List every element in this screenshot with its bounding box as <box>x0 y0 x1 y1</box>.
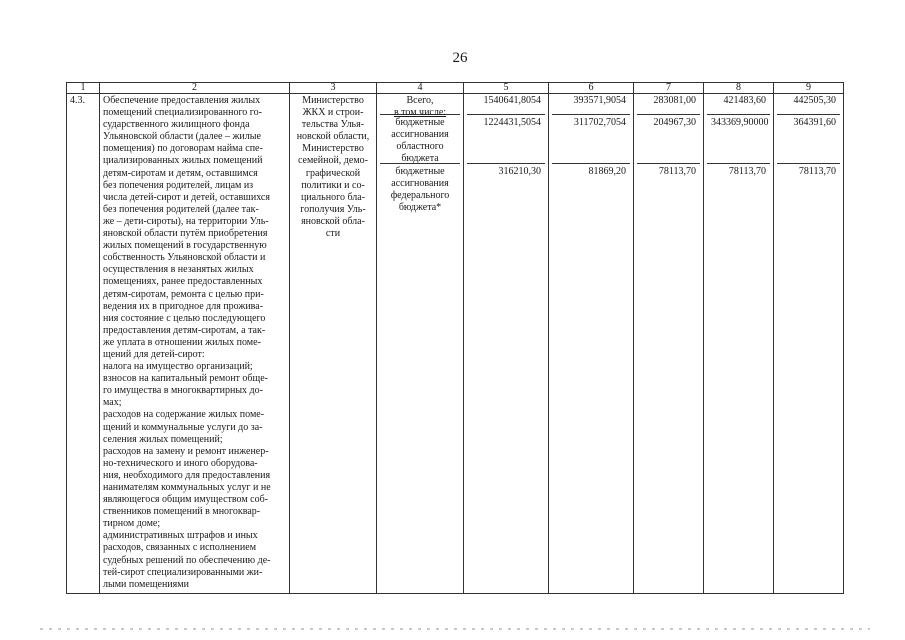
amount-regional: 204967,30 <box>637 115 700 164</box>
executor-cell <box>290 94 377 594</box>
text-line: новской области, <box>296 131 370 143</box>
text-line: судебных решений по обеспечению де- <box>103 554 271 566</box>
column-number-row <box>67 83 844 94</box>
text-line: яновской области путём приобретения <box>103 228 268 240</box>
text-line: мах; <box>103 397 122 409</box>
text-line: Обеспечение предоставления жилых <box>103 95 261 106</box>
text-line: циализированных жилых помещений <box>103 155 263 167</box>
text-line: лыми помещениями <box>103 578 189 590</box>
amount-federal: 316210,30 <box>498 166 541 177</box>
text-line: расходов на содержание жилых поме- <box>103 409 265 421</box>
text-line: ственников помещений в многоквар- <box>103 506 261 518</box>
text-line: административных штрафов и иных <box>103 530 258 542</box>
amount-cell-col5 <box>464 94 549 594</box>
text-line: расходов, связанных с исполнением <box>103 542 257 554</box>
text-line: Министерство <box>302 143 364 155</box>
amount-total: 393571,9054 <box>552 95 630 115</box>
amount-federal: 81869,20 <box>588 166 626 177</box>
text-line: щений для детей-сирот: <box>103 348 205 360</box>
text-line: детям-сиротам и детям, оставшимся <box>103 167 258 179</box>
text-line: яновской обла- <box>301 215 365 227</box>
text-line: без попечения родителей (далее так- <box>103 203 259 215</box>
column-header: 7 <box>634 83 704 94</box>
column-header: 9 <box>774 83 844 94</box>
text-line: помещения) по договорам найма спе- <box>103 143 263 155</box>
text-line: гополучия Уль- <box>300 203 366 215</box>
amount-federal: 78113,70 <box>658 166 696 177</box>
column-header: 6 <box>549 83 634 94</box>
financing-table <box>66 82 844 594</box>
text-line: сти <box>325 228 341 240</box>
text-line: го имущества в многоквартирных до- <box>103 385 263 397</box>
text-line: графической <box>305 167 361 179</box>
text-line: собственность Ульяновской области и <box>103 252 266 264</box>
page-number: 26 <box>452 50 468 66</box>
table-row <box>67 94 844 594</box>
text-line: щений и коммунальные услуги до за- <box>103 421 263 433</box>
text-line: же уплата в отношении жилых поме- <box>103 336 261 348</box>
column-header: 5 <box>464 83 549 94</box>
text-line: политики и со- <box>301 179 365 191</box>
amount-cell-col7 <box>634 94 704 594</box>
funding-source-cell <box>377 94 464 594</box>
text-line: расходов на замену и ремонт инженер- <box>103 445 269 457</box>
amount-total: 442505,30 <box>777 95 840 115</box>
text-line: являющегося общим имуществом соб- <box>103 494 269 506</box>
text-line: циального бла- <box>300 191 366 203</box>
text-line: тирном доме; <box>103 518 161 530</box>
amount-total: 1540641,8054 <box>467 95 545 115</box>
row-number: 4.3. <box>67 94 100 594</box>
amount-regional: 1224431,5054 <box>467 115 545 164</box>
text-line: селения жилых помещений; <box>103 433 223 445</box>
text-line: налога на имущество организаций; <box>103 361 253 373</box>
description-text <box>103 95 286 591</box>
amount-regional: 343369,90000 <box>707 115 770 164</box>
text-line: взносов на капитальный ремонт обще- <box>103 373 268 385</box>
text-line: семейной, демо- <box>297 155 368 167</box>
text-line: сударственного жилищного фонда <box>103 119 250 131</box>
amount-total: 283081,00 <box>637 95 700 115</box>
executor-text <box>293 95 373 240</box>
column-header: 4 <box>377 83 464 94</box>
text-line: но-технического и иного оборудова- <box>103 457 258 469</box>
text-line: ЖКХ и строи- <box>302 107 364 119</box>
column-header: 3 <box>290 83 377 94</box>
source-federal-budget: бюджетные ассигнования федерального бюджета* <box>390 166 450 214</box>
text-line: ния состояние с целью последующего <box>103 312 266 324</box>
text-line: осуществления в незанятых жилых <box>103 264 254 276</box>
text-line: тей-сирот специализированными жи- <box>103 566 263 578</box>
text-line: нанимателям коммунальных услуг и не <box>103 482 271 493</box>
amount-cell-col6 <box>549 94 634 594</box>
column-header: 2 <box>100 83 290 94</box>
activity-description <box>100 94 290 594</box>
scan-noise-divider <box>40 628 870 630</box>
text-line: без попечения родителей, лицам из <box>103 179 254 191</box>
amount-regional: 364391,60 <box>777 115 840 164</box>
amount-total: 421483,60 <box>707 95 770 115</box>
amount-regional: 311702,7054 <box>552 115 630 164</box>
text-line: Министерство <box>302 95 364 106</box>
column-header: 8 <box>704 83 774 94</box>
text-line: предоставления детям-сиротам, а так- <box>103 324 266 336</box>
amount-federal: 78113,70 <box>798 166 836 177</box>
column-header: 1 <box>67 83 100 94</box>
amount-cell-col9 <box>774 94 844 594</box>
text-line: ведения их в пригодное для прожива- <box>103 300 264 312</box>
text-line: помещений специализированного го- <box>103 107 262 119</box>
source-regional-budget: бюджетные ассигнования областного бюджета <box>380 115 460 164</box>
text-line: ния, необходимого для предоставления <box>103 469 271 481</box>
text-line: тельства Улья- <box>301 119 365 131</box>
text-line: числа детей-сирот и детей, оставшихся <box>103 191 270 203</box>
text-line: помещениях, ранее предоставленных <box>103 276 263 288</box>
text-line: же – дети-сироты), на территории Уль- <box>103 215 269 227</box>
text-line: детям-сиротам, ремонта с целью при- <box>103 288 264 300</box>
text-line: Ульяновской области (далее – жилые <box>103 131 261 143</box>
amount-cell-col8 <box>704 94 774 594</box>
source-total: Всего, в том числе: <box>380 95 460 115</box>
amount-federal: 78113,70 <box>728 166 766 177</box>
text-line: жилых помещений в государственную <box>103 240 267 252</box>
